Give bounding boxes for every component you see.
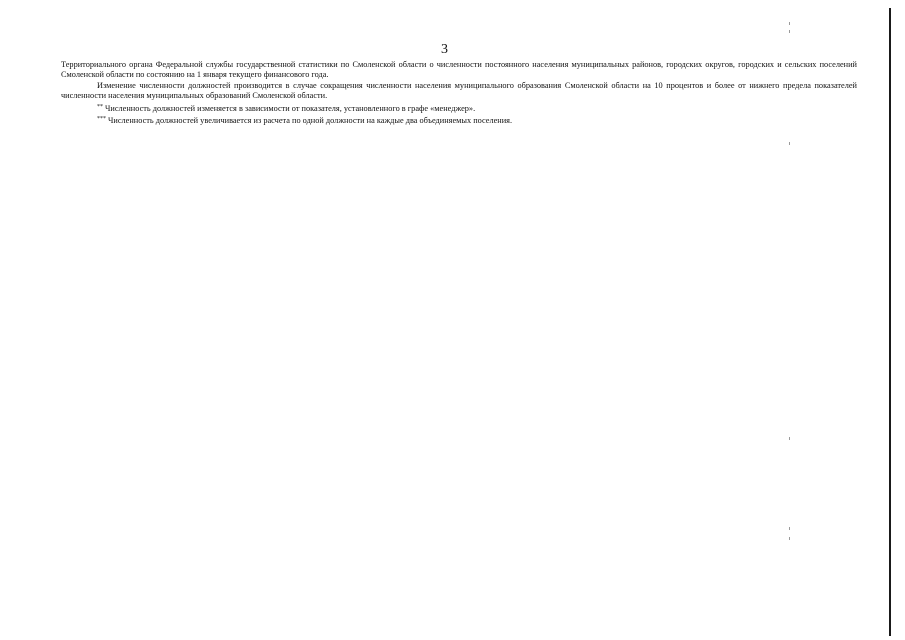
scan-speck [789, 537, 790, 540]
page-number: 3 [441, 42, 448, 57]
footnote-text: Численность должностей увеличивается из расчета по одной должности на каждые два объединяемых поселения. [108, 116, 513, 126]
paragraph-population-source: Территориального органа Федеральной службы государственной статистики по Смоленской области о численности постоянного населения муниципальных районов, городских округов, городских и сельских поселений Смоленской области по состоянию на 1 января текущего финансового года. [61, 60, 857, 80]
scan-speck [789, 22, 790, 25]
scan-speck [789, 142, 790, 145]
scan-speck [789, 527, 790, 530]
footnote-marker: *** [97, 116, 106, 123]
scan-speck [789, 30, 790, 33]
document-body [61, 60, 857, 126]
scan-speck [789, 437, 790, 440]
footnote-text: Численность должностей изменяется в зависимости от показателя, установленного в графе «менеджер». [105, 103, 476, 113]
page-edge-line [889, 8, 891, 636]
footnote-merged-settlements [61, 114, 857, 126]
paragraph-position-change-rule: Изменение численности должностей производится в случае сокращения численности населения муниципального образования Смоленской области на 10 процентов и более от нижнего предела показателей численности населения муниципальных образований Смоленской области. [61, 80, 857, 101]
footnote-marker: ** [97, 103, 103, 110]
footnote-manager [61, 102, 857, 114]
